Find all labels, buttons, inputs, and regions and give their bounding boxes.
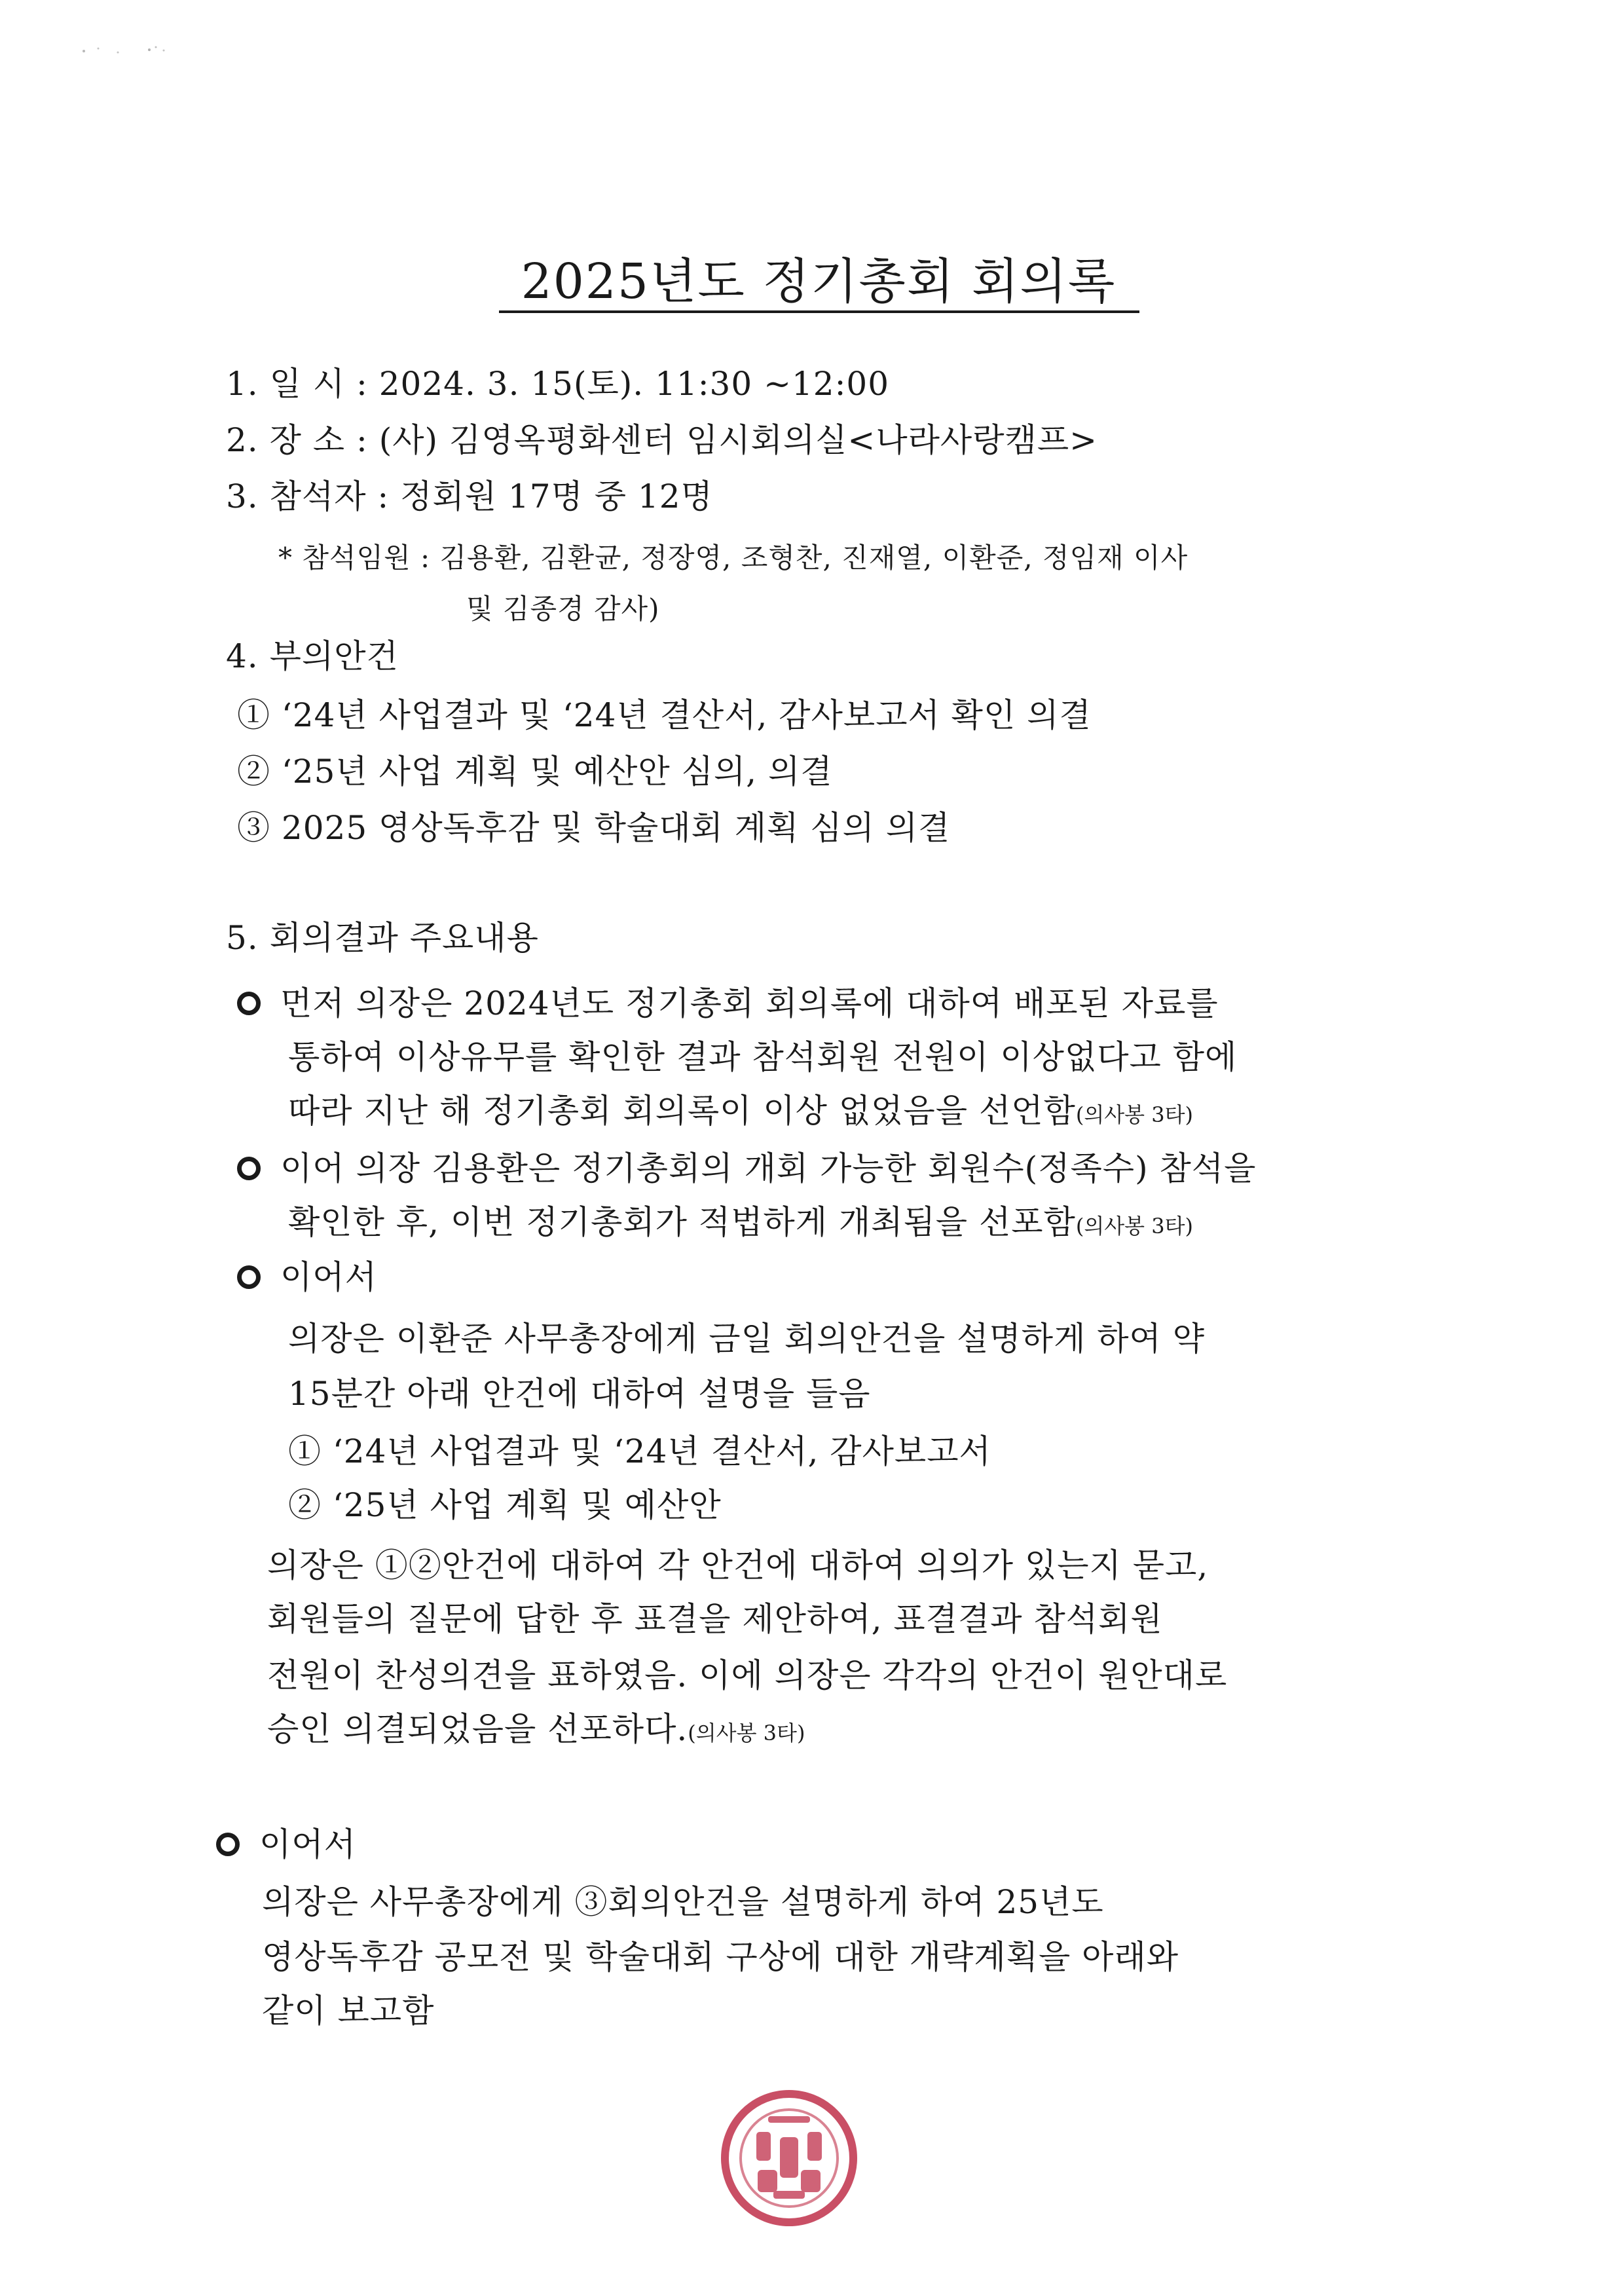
result-paragraph-4-line-3: 전원이 찬성의견을 표하였음. 이에 의장은 각각의 안건이 원안대로 [267,1656,1228,1694]
results-heading: 5. 회의결과 주요내용 [226,919,539,957]
result-paragraph-1: 먼저 의장은 2024년도 정기총회 회의록에 대하여 배포된 자료를 [237,982,1219,1024]
result-paragraph-2: 이어 의장 김용환은 정기총회의 개회 가능한 회원수(정족수) 참석을 [237,1148,1256,1189]
gavel-note: (의사봉 3타) [1075,1214,1194,1239]
meeting-location: 2. 장 소 : (사) 김영옥평화센터 임시회의실<나라사랑캠프> [226,421,1098,459]
result-paragraph-1-line-3: 따라 지난 해 정기총회 회의록이 이상 없었음을 선언함(의사봉 3타) [288,1092,1194,1130]
result-paragraph-3-line-2: 의장은 이환준 사무총장에게 금일 회의안건을 설명하게 하여 약 [288,1320,1206,1358]
circle-bullet-icon [237,1157,261,1180]
meeting-attendees: 3. 참석자 : 정회원 17명 중 12명 [226,477,713,515]
result-paragraph-5: 이어서 [216,1823,356,1865]
red-seal-stamp [717,2086,861,2230]
result-paragraph-5-line-4: 같이 보고함 [262,1992,435,2030]
gavel-note: (의사봉 3타) [1075,1102,1194,1127]
result-paragraph-5-line-2: 의장은 사무총장에게 ③회의안건을 설명하게 하여 25년도 [262,1883,1104,1921]
attending-officers-cont: 및 김종경 감사) [466,593,660,625]
result-paragraph-3-line-3: 15분간 아래 안건에 대하여 설명을 들음 [288,1375,871,1413]
title-underline [499,310,1139,313]
result-paragraph-4: 의장은 ①②안건에 대하여 각 안건에 대하여 의의가 있는지 묻고, [267,1546,1209,1584]
result-subitem-1: ① ‘24년 사업결과 및 ‘24년 결산서, 감사보고서 [288,1432,991,1470]
document-title: 2025년도 정기총회 회의록 [521,253,1116,310]
meeting-datetime: 1. 일 시 : 2024. 3. 15(토). 11:30 ~12:00 [226,365,890,403]
result-paragraph-4-line-2: 회원들의 질문에 답한 후 표결을 제안하여, 표결결과 참석회원 [267,1600,1163,1638]
agenda-item-3: ③ 2025 영상독후감 및 학술대회 계획 심의 의결 [237,809,951,847]
gavel-note: (의사봉 3타) [688,1721,805,1745]
result-paragraph-2-line-2: 확인한 후, 이번 정기총회가 적법하게 개최됨을 선포함(의사봉 3타) [288,1203,1194,1241]
attending-officers: * 참석임원 : 김용환, 김환균, 정장영, 조형찬, 진재열, 이환준, 정임재 이사 [278,542,1189,574]
agenda-item-2: ② ‘25년 사업 계획 및 예산안 심의, 의결 [237,753,833,791]
result-subitem-2: ② ‘25년 사업 계획 및 예산안 [288,1486,722,1524]
result-paragraph-3: 이어서 [237,1256,377,1298]
result-paragraph-1-line-2: 통하여 이상유무를 확인한 결과 참석회원 전원이 이상없다고 함에 [288,1038,1238,1076]
result-paragraph-5-line-3: 영상독후감 공모전 및 학술대회 구상에 대한 개략계획을 아래와 [262,1938,1179,1976]
result-paragraph-4-line-4: 승인 의결되었음을 선포하다.(의사봉 3타) [267,1710,805,1748]
circle-bullet-icon [237,1265,261,1289]
circle-bullet-icon [237,992,261,1015]
circle-bullet-icon [216,1833,240,1856]
scan-speckle [79,39,190,59]
agenda-heading: 4. 부의안건 [226,637,399,675]
agenda-item-1: ① ‘24년 사업결과 및 ‘24년 결산서, 감사보고서 확인 의결 [237,696,1092,734]
